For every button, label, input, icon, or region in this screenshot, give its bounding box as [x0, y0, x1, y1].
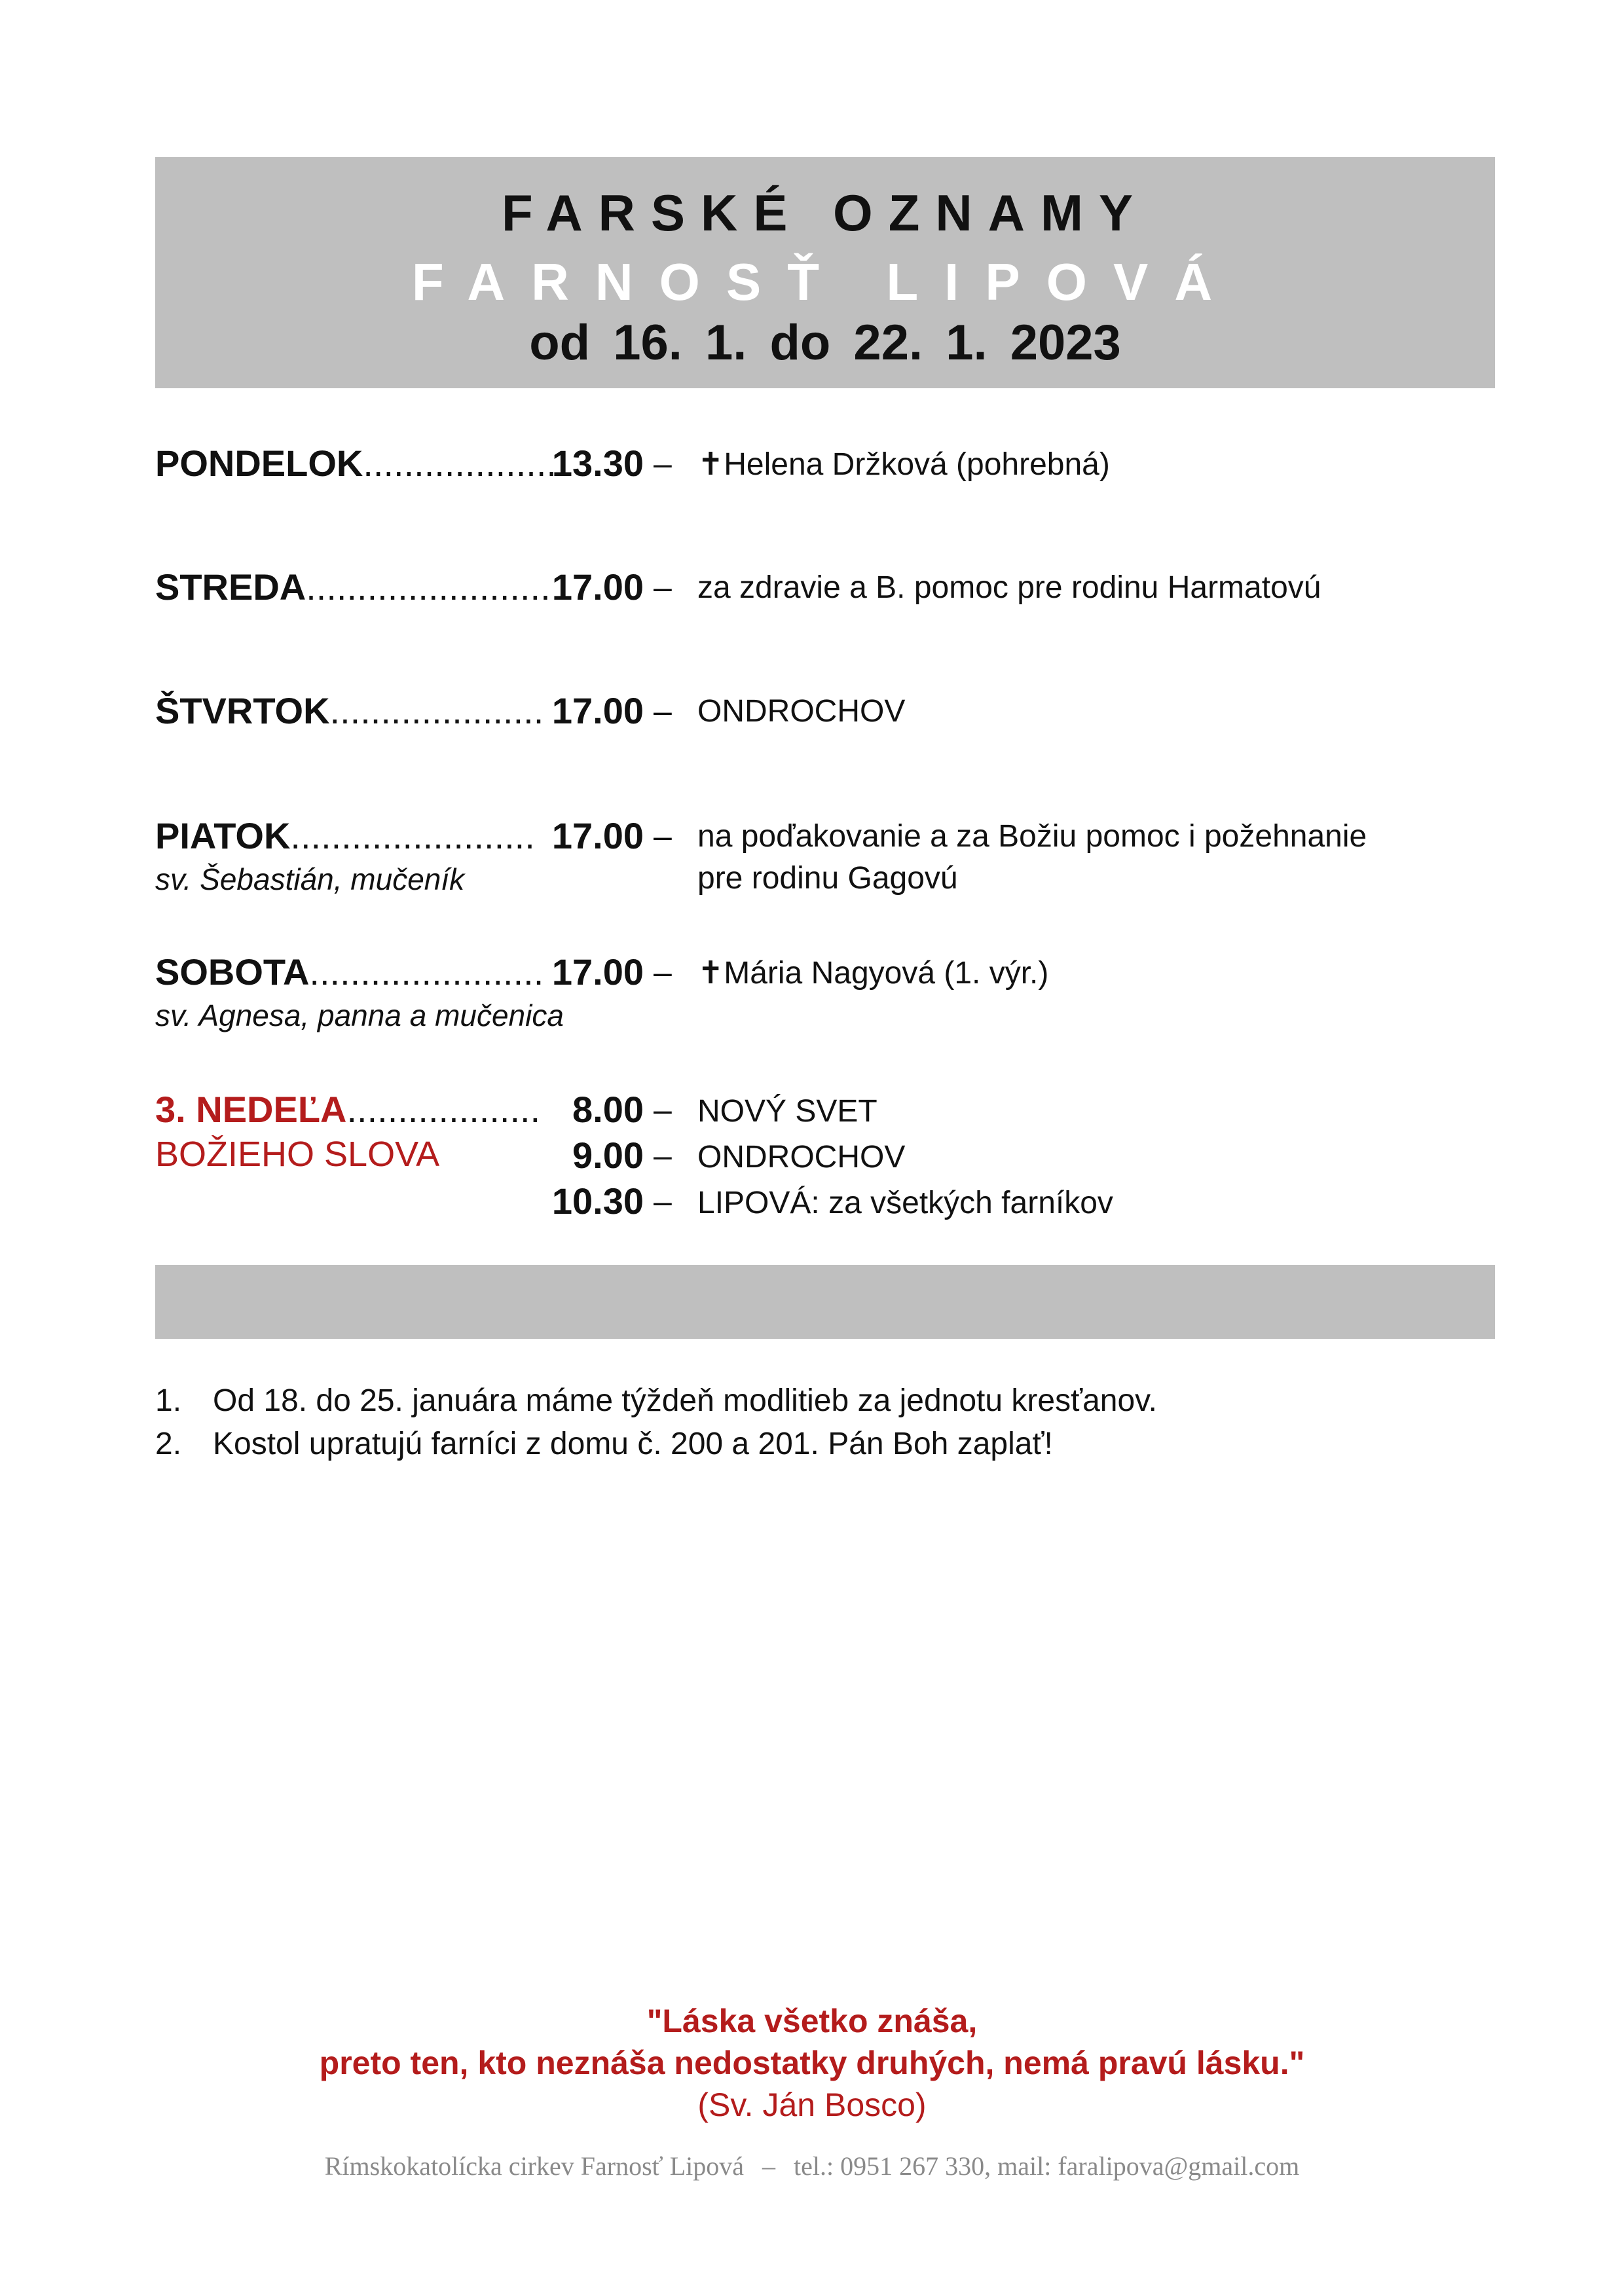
dash: –	[654, 445, 672, 482]
divider-bar	[155, 1265, 1495, 1339]
dash: –	[654, 1091, 672, 1128]
mass-time: 13.30	[551, 443, 644, 484]
day-label: PONDELOK...................	[155, 443, 557, 484]
feast-day: sv. Šebastián, mučeník	[155, 862, 465, 896]
mass-place: NOVÝ SVET	[697, 1094, 877, 1129]
mass-place: ONDROCHOV	[697, 1140, 906, 1175]
item-number: 2.	[155, 1427, 182, 1461]
mass-intention-continued: pre rodinu Gagovú	[697, 861, 958, 896]
day-label: ŠTVRTOK.....................	[155, 690, 544, 731]
mass-time: 17.00	[551, 815, 644, 856]
day-label: SOBOTA.......................	[155, 951, 544, 993]
dash: –	[654, 693, 672, 729]
dash: –	[654, 954, 672, 991]
mass-time: 17.00	[551, 566, 644, 608]
quote-author: (Sv. Ján Bosco)	[697, 2086, 927, 2123]
footer-org: Rímskokatolícka cirkev Farnosť Lipová	[324, 2151, 745, 2181]
footer	[0, 2151, 1624, 2181]
mass-time: 8.00	[572, 1089, 644, 1130]
feast-day: sv. Agnesa, panna a mučenica	[155, 998, 564, 1032]
mass-time: 17.00	[551, 951, 644, 993]
mass-intention: LIPOVÁ: za všetkých farníkov	[697, 1186, 1113, 1220]
mass-intention: ✝Helena Držková (pohrebná)	[697, 447, 1110, 482]
mass-intention: ONDROCHOV	[697, 694, 906, 729]
mass-time: 10.30	[551, 1180, 644, 1222]
item-number: 1.	[155, 1383, 182, 1418]
item-text: Od 18. do 25. januára máme týždeň modlitieb za jednotu kresťanov.	[213, 1383, 1157, 1418]
mass-time: 17.00	[551, 690, 644, 731]
dash: –	[654, 1137, 672, 1174]
mass-intention: ✝Mária Nagyová (1. výr.)	[697, 956, 1049, 991]
mass-intention: za zdravie a B. pomoc pre rodinu Harmatovú	[697, 570, 1321, 605]
header-banner	[155, 157, 1495, 388]
parish-name: FARNOSŤ LIPOVÁ	[411, 253, 1239, 311]
footer-separator: –	[762, 2151, 776, 2181]
mass-intention: na poďakovanie a za Božiu pomoc i požehnanie	[697, 819, 1367, 854]
sunday-subtitle: BOŽIEHO SLOVA	[155, 1135, 440, 1174]
dash: –	[654, 818, 672, 854]
quote-block	[0, 2000, 1624, 2126]
dash: –	[654, 569, 672, 606]
quote-line: "Láska všetko znáša,	[646, 2003, 978, 2039]
item-text: Kostol upratujú farníci z domu č. 200 a 201. Pán Boh zaplať!	[213, 1427, 1053, 1461]
day-label: 3. NEDEĽA...................	[155, 1089, 541, 1130]
page-title: FARSKÉ OZNAMY	[501, 184, 1149, 242]
day-label: PIATOK........................	[155, 815, 535, 856]
mass-time: 9.00	[572, 1135, 644, 1176]
quote-line: preto ten, kto neznáša nedostatky druhých, nemá pravú lásku."	[319, 2045, 1305, 2081]
day-label: STREDA........................	[155, 566, 551, 608]
footer-contact: tel.: 0951 267 330, mail: faralipova@gmail.com	[794, 2151, 1300, 2181]
dash: –	[654, 1183, 672, 1220]
date-range: od 16. 1. do 22. 1. 2023	[529, 315, 1121, 371]
